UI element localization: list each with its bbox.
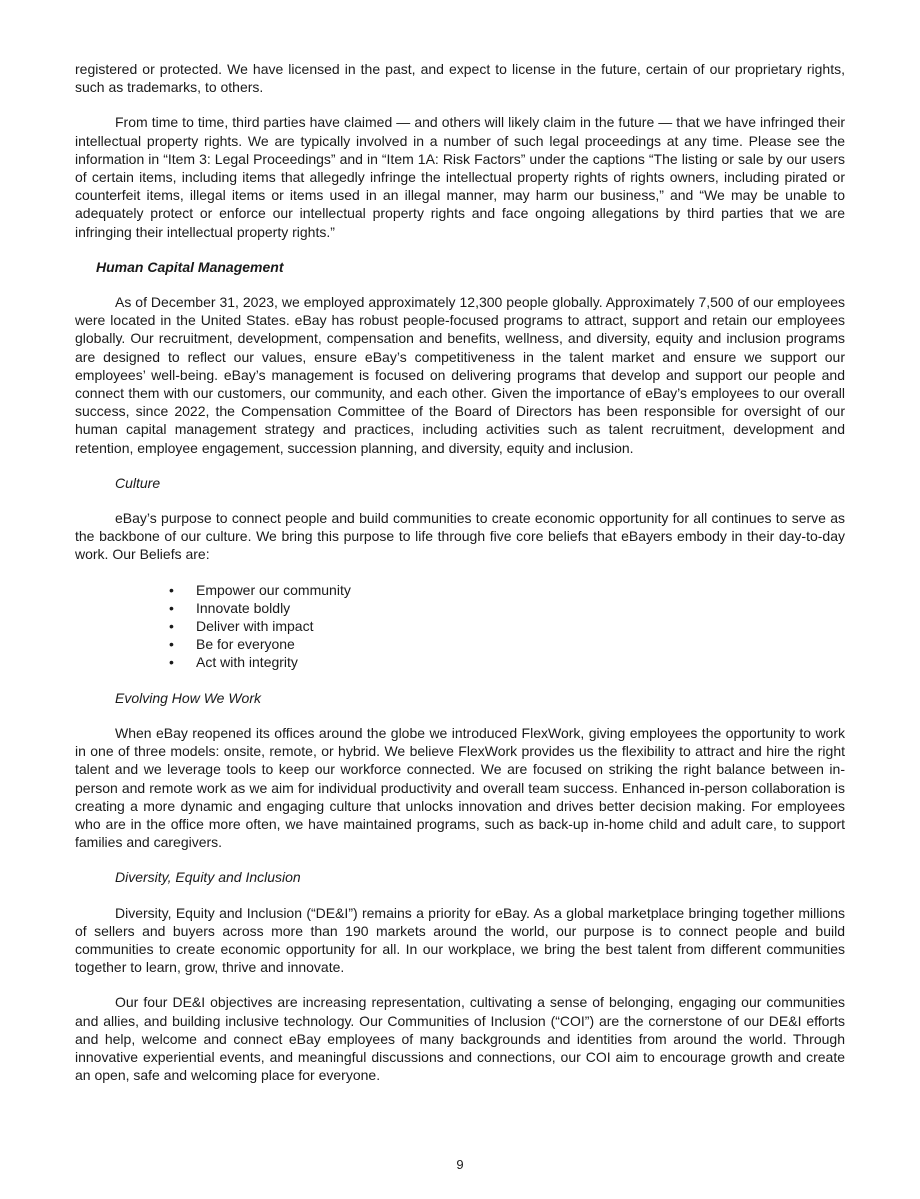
paragraph-culture: eBay’s purpose to connect people and build communities to create economic opportunity for all continues to serve as the backbone of our culture. We bring this purpose to life through five core beliefs that eBayers embody in their day-to-day work. Our Beliefs are: [75, 510, 845, 563]
list-item [169, 635, 845, 653]
heading-evolving-how-we-work: Evolving How We Work [115, 689, 262, 706]
list-item [169, 581, 845, 599]
bullet-icon: • [169, 618, 174, 635]
paragraph-ip-claims: From time to time, third parties have claimed — and others will likely claim in the future — that we have infringed their intellectual property rights. We are typically involved in a number of such legal proceedings at any time. Please see the information in “Item 3: Legal Proceedings” and in “Item 1A: Risk Factors” under the captions “The listing or sale by our users of certain items, including items that allegedly infringe the intellectual property rights of rights owners, including pirated or counterfeit items, illegal items or items used in an illegal manner, may harm our business,” and “We may be unable to adequately protect or enforce our intellectual property rights and face ongoing allegations by third parties that we are infringing their intellectual property rights.” [75, 114, 845, 240]
paragraph-hcm-intro: As of December 31, 2023, we employed approximately 12,300 people globally. Approximately 7,500 of our employees were located in the United States. eBay has robust people-focused programs to attract, support and retain our employees globally. Our recruitment, development, compensation and benefits, wellness, and diversity, equity and inclusion programs are designed to reflect our values, ensure eBay’s competitiveness in the talent market and ensure we support our employees’ well-being. eBay’s management is focused on delivering programs that develop and support our people and connect them with our customers, our community, and each other. Given the importance of eBay’s employees to our overall success, since 2022, the Compensation Committee of the Board of Directors has been responsible for oversight of our human capital management strategy and practices, including activities such as talent recruitment, development and retention, employee engagement, succession planning, and diversity, equity and inclusion. [75, 294, 845, 456]
heading-diversity-equity-inclusion: Diversity, Equity and Inclusion [115, 869, 301, 886]
belief-label: Be for everyone [196, 636, 295, 653]
bullet-icon: • [169, 636, 174, 653]
bullet-icon: • [169, 654, 174, 671]
belief-label: Deliver with impact [196, 618, 314, 635]
paragraph-evolving: When eBay reopened its offices around the globe we introduced FlexWork, giving employees the opportunity to work in one of three models: onsite, remote, or hybrid. We believe FlexWork provides us the flexibility to attract and hire the right talent and we leverage tools to keep our workforce connected. We are focused on striking the right balance between in-person and remote work as we aim for individual productivity and overall team success. Enhanced in-person collaboration is creating a more dynamic and engaging culture that unlocks innovation and drives better decision making. For employees who are in the office more often, we have maintained programs, such as back-up in-home child and adult care, to support families and caregivers. [75, 724, 845, 851]
list-item [169, 617, 845, 635]
belief-label: Innovate boldly [196, 599, 291, 616]
paragraph-dei-objectives: Our four DE&I objectives are increasing representation, cultivating a sense of belonging, engaging our communities and allies, and building inclusive technology. Our Communities of Inclusion (“COI”) are the cornerstone of our DE&I efforts and help, welcome and connect eBay employees of many backgrounds and identities from around the world. Through innovative experiential events, and meaningful discussions and connections, our COI aim to encourage growth and create an open, safe and welcoming place for everyone. [75, 994, 845, 1084]
document-page [75, 60, 845, 1084]
heading-human-capital-management: Human Capital Management [96, 258, 284, 275]
paragraph-ip-continued: registered or protected. We have licensed in the past, and expect to license in the future, certain of our proprietary rights, such as trademarks, to others. [75, 61, 845, 96]
bullet-icon: • [169, 581, 174, 598]
list-item [169, 599, 845, 617]
belief-label: Act with integrity [196, 654, 298, 671]
bullet-icon: • [169, 599, 174, 616]
paragraph-dei-intro: Diversity, Equity and Inclusion (“DE&I”) remains a priority for eBay. As a global marketplace bringing together millions of sellers and buyers across more than 190 markets around the world, our purpose is to connect people and build communities to create economic opportunity for all. In our workplace, we bring the best talent from different communities together to learn, grow, thrive and innovate. [75, 904, 845, 976]
page-number: 9 [456, 1157, 464, 1172]
beliefs-list [75, 581, 845, 672]
heading-culture: Culture [115, 474, 161, 491]
list-item [169, 653, 845, 671]
belief-label: Empower our community [196, 581, 351, 598]
